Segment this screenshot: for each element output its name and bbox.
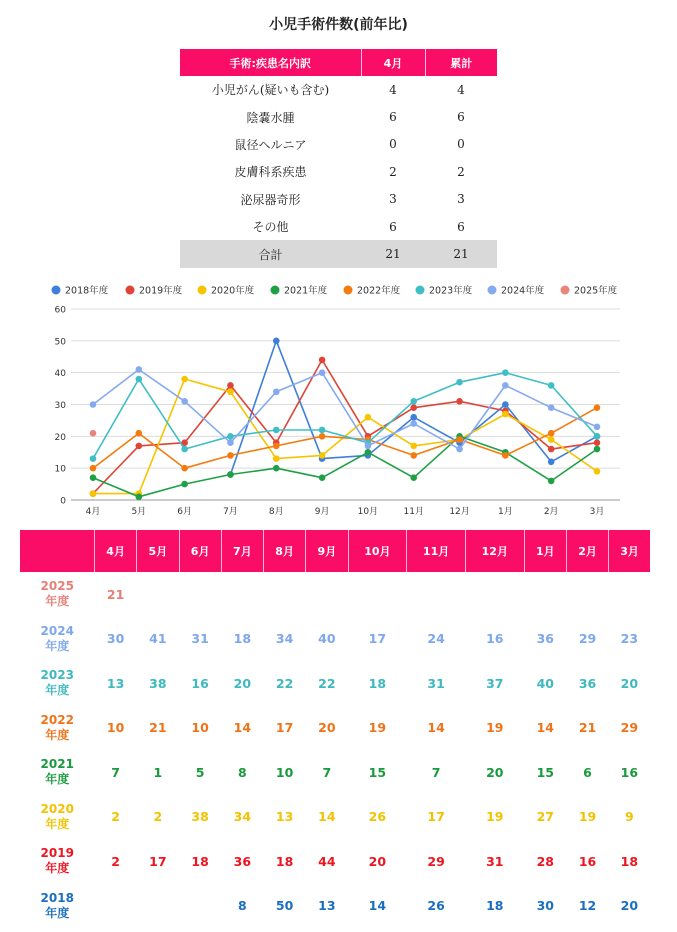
legend-marker [344, 286, 353, 295]
total-april: 21 [361, 240, 425, 267]
data-point [502, 401, 509, 408]
table-row [180, 213, 497, 240]
data-point [410, 414, 417, 421]
count-cell: 21 [578, 720, 597, 736]
april-count: 4 [389, 82, 397, 97]
count-cell: 10 [106, 720, 125, 736]
count-cell: 40 [536, 675, 554, 691]
data-point [548, 382, 555, 389]
disease-name: 鼠径ヘルニア [234, 137, 307, 152]
count-cell: 29 [578, 631, 597, 647]
data-point [181, 481, 188, 488]
month-header: 11月 [407, 530, 466, 572]
data-point [410, 452, 417, 459]
series-line [93, 408, 597, 469]
x-tick-label: 7月 [223, 507, 238, 517]
year-label [20, 839, 95, 884]
data-point [502, 382, 509, 389]
count-cell: 10 [275, 764, 294, 780]
data-point [90, 474, 97, 481]
count-cell: 17 [368, 631, 387, 647]
data-point [273, 427, 280, 434]
header-disease: 手術:疾患名内訳 [180, 49, 361, 76]
data-point [227, 433, 234, 440]
month-header: 9月 [306, 530, 348, 572]
y-tick-label: 60 [54, 305, 66, 316]
count-cell: 31 [191, 631, 209, 647]
count-cell: 34 [275, 631, 294, 647]
data-point [227, 388, 234, 395]
year-number: 2020 [40, 801, 74, 816]
disease-name: 小児がん(疑いも含む) [211, 83, 330, 98]
count-cell: 50 [275, 898, 294, 914]
year-suffix: 年度 [45, 594, 70, 609]
count-cell: 44 [318, 853, 336, 869]
corner-cell [20, 530, 95, 572]
y-tick-label: 10 [54, 464, 66, 475]
count-cell [524, 572, 566, 617]
legend-marker [52, 286, 61, 295]
data-point [319, 452, 326, 459]
count-cell: 7 [431, 764, 441, 780]
data-point [181, 465, 188, 472]
data-point [548, 459, 555, 466]
data-point [456, 436, 463, 443]
count-cell: 20 [318, 720, 336, 736]
series-line [93, 436, 597, 497]
table-row [180, 158, 497, 185]
count-cell: 29 [427, 853, 445, 869]
month-header: 5月 [137, 530, 179, 572]
disease-name: 泌尿器奇形 [240, 192, 301, 207]
year-row [20, 661, 650, 706]
count-cell: 20 [233, 675, 252, 691]
y-tick-label: 0 [60, 496, 66, 507]
disease-name: 皮膚科系疾患 [234, 165, 307, 180]
count-cell [465, 572, 524, 617]
count-cell: 6 [583, 764, 592, 780]
header-april: 4月 [361, 49, 425, 76]
year-suffix: 年度 [45, 683, 70, 698]
y-tick-label: 20 [54, 432, 66, 443]
monthly-surgery-line-chart [0, 278, 677, 523]
month-header: 7月 [221, 530, 263, 572]
count-cell: 26 [427, 898, 445, 914]
year-suffix: 年度 [45, 772, 70, 787]
data-point [594, 433, 601, 440]
count-cell: 34 [233, 809, 252, 825]
count-cell: 18 [191, 853, 209, 869]
april-count: 6 [389, 110, 397, 125]
y-tick-label: 50 [54, 337, 66, 348]
yearly-monthly-table [20, 530, 650, 928]
table-header-row [180, 49, 497, 76]
table-row [180, 186, 497, 213]
legend-label: 2018年度 [65, 285, 109, 297]
data-point [90, 490, 97, 497]
count-cell [609, 572, 650, 617]
data-point [456, 446, 463, 453]
count-cell [95, 884, 137, 929]
year-number: 2018 [40, 890, 74, 905]
april-count: 2 [389, 164, 397, 179]
data-point [273, 465, 280, 472]
april-count: 0 [389, 137, 397, 152]
cumulative-count: 0 [457, 137, 465, 152]
count-cell: 38 [149, 675, 167, 691]
year-row [20, 706, 650, 751]
count-cell: 2 [111, 809, 120, 825]
count-cell [264, 572, 306, 617]
count-cell: 8 [238, 764, 247, 780]
count-cell: 12 [578, 898, 597, 914]
disease-name: 陰嚢水腫 [246, 110, 295, 125]
data-point [502, 452, 509, 459]
count-cell: 38 [191, 809, 209, 825]
header-cumulative: 累計 [425, 49, 497, 76]
count-cell: 14 [536, 720, 554, 736]
y-tick-label: 30 [54, 401, 66, 411]
count-cell: 36 [578, 675, 597, 691]
legend-label: 2024年度 [501, 285, 545, 297]
count-cell: 18 [486, 898, 504, 914]
data-point [90, 465, 97, 472]
count-cell: 14 [233, 720, 252, 736]
year-label [20, 706, 95, 751]
count-cell: 18 [275, 853, 294, 869]
legend-marker [561, 286, 570, 295]
series-line [93, 373, 597, 459]
data-point [181, 376, 188, 383]
month-header: 10月 [348, 530, 407, 572]
x-tick-label: 1月 [497, 507, 513, 517]
data-point [90, 401, 97, 408]
data-point [319, 433, 326, 440]
data-point [456, 379, 463, 386]
legend-label: 2025年度 [574, 285, 618, 297]
year-number: 2023 [40, 668, 74, 683]
count-cell: 13 [318, 898, 336, 914]
count-cell: 22 [318, 675, 336, 691]
year-suffix: 年度 [45, 638, 70, 653]
legend-label: 2021年度 [284, 285, 328, 297]
series-line [93, 360, 597, 494]
count-cell: 2 [111, 853, 120, 869]
count-cell: 18 [620, 853, 639, 869]
month-header: 3月 [609, 530, 650, 572]
data-point [594, 423, 601, 430]
x-tick-label: 8月 [268, 507, 284, 517]
year-row [20, 884, 650, 929]
month-header: 12月 [465, 530, 524, 572]
data-point [227, 439, 234, 446]
table-row [180, 103, 497, 130]
x-tick-label: 12月 [449, 507, 470, 517]
month-header: 6月 [179, 530, 221, 572]
disease-name: その他 [252, 220, 289, 235]
page-title: 小児手術件数(前年比) [269, 17, 408, 33]
count-cell: 41 [149, 631, 167, 647]
data-point [136, 366, 143, 373]
data-point [410, 404, 417, 411]
x-tick-label: 5月 [131, 507, 147, 517]
data-point [319, 357, 326, 364]
count-cell: 14 [368, 898, 387, 914]
year-row [20, 572, 650, 617]
count-cell [137, 572, 179, 617]
data-point [136, 376, 143, 383]
total-row [180, 240, 497, 267]
count-cell: 36 [536, 631, 554, 647]
year-number: 2022 [40, 712, 74, 727]
count-cell [179, 572, 221, 617]
data-point [594, 446, 601, 453]
count-cell: 20 [620, 675, 639, 691]
count-cell: 20 [368, 853, 387, 869]
data-point [365, 414, 372, 421]
y-tick-label: 40 [54, 369, 66, 380]
count-cell: 16 [486, 631, 504, 647]
month-header: 1月 [524, 530, 566, 572]
data-point [136, 494, 143, 501]
count-cell: 8 [238, 898, 247, 914]
count-cell: 13 [275, 809, 294, 825]
year-row [20, 839, 650, 884]
legend-label: 2020年度 [211, 285, 255, 297]
legend-marker [198, 286, 207, 295]
count-cell: 31 [427, 675, 445, 691]
data-point [273, 443, 280, 450]
year-suffix: 年度 [45, 905, 70, 920]
count-cell: 2 [153, 809, 163, 825]
count-cell: 19 [486, 720, 504, 736]
count-cell [306, 572, 348, 617]
data-point [136, 430, 143, 437]
count-cell: 26 [368, 809, 387, 825]
month-header: 2月 [566, 530, 608, 572]
count-cell: 14 [318, 809, 336, 825]
x-tick-label: 9月 [314, 507, 330, 517]
april-count: 3 [389, 192, 397, 207]
data-point [456, 398, 463, 405]
count-cell: 22 [275, 675, 294, 691]
year-suffix: 年度 [45, 727, 70, 742]
data-point [594, 439, 601, 446]
count-cell: 15 [368, 764, 387, 780]
count-cell: 24 [427, 631, 445, 647]
data-point [273, 455, 280, 462]
count-cell: 7 [322, 764, 332, 780]
count-cell: 27 [536, 809, 554, 825]
year-number: 2021 [40, 757, 74, 772]
year-number: 2025 [40, 579, 74, 594]
count-cell: 21 [149, 720, 167, 736]
count-cell: 17 [427, 809, 445, 825]
cumulative-count: 2 [457, 164, 465, 179]
count-cell: 28 [536, 853, 554, 869]
data-point [410, 474, 417, 481]
data-point [273, 338, 280, 345]
count-cell: 7 [111, 764, 120, 780]
data-point [410, 398, 417, 405]
count-cell: 19 [578, 809, 597, 825]
data-point [594, 404, 601, 411]
x-tick-label: 10月 [357, 507, 379, 517]
data-point [227, 382, 234, 389]
data-point [365, 449, 372, 456]
cumulative-count: 3 [457, 192, 465, 207]
count-cell [221, 572, 263, 617]
count-cell: 19 [368, 720, 387, 736]
legend-marker [126, 286, 135, 295]
count-cell: 16 [191, 675, 209, 691]
count-cell: 18 [233, 631, 252, 647]
count-cell: 29 [620, 720, 639, 736]
month-header: 8月 [264, 530, 306, 572]
data-point [273, 388, 280, 395]
count-cell: 9 [624, 809, 634, 825]
count-cell [179, 884, 221, 929]
data-point [410, 420, 417, 427]
data-point [502, 411, 509, 418]
year-row [20, 750, 650, 795]
data-point [319, 427, 326, 434]
count-cell: 10 [191, 720, 209, 736]
cumulative-count: 4 [457, 82, 465, 97]
data-point [319, 369, 326, 376]
count-cell: 23 [620, 631, 639, 647]
data-point [227, 452, 234, 459]
legend-marker [271, 286, 280, 295]
year-label [20, 661, 95, 706]
surgery-breakdown-table [180, 49, 497, 268]
count-cell: 40 [318, 631, 336, 647]
count-cell: 16 [620, 764, 639, 780]
year-label [20, 795, 95, 840]
count-cell [137, 884, 179, 929]
count-cell: 37 [486, 675, 504, 691]
legend-marker [416, 286, 425, 295]
cumulative-count: 6 [457, 219, 465, 234]
count-cell: 16 [578, 853, 597, 869]
year-label [20, 884, 95, 929]
data-point [319, 474, 326, 481]
data-point [227, 471, 234, 478]
count-cell: 20 [486, 764, 504, 780]
data-point [594, 468, 601, 475]
data-point [181, 398, 188, 405]
data-point [136, 443, 143, 450]
year-suffix: 年度 [45, 861, 70, 876]
data-point [90, 455, 97, 462]
x-tick-label: 11月 [403, 507, 424, 517]
legend-marker [488, 286, 497, 295]
count-cell: 19 [486, 809, 504, 825]
count-cell [407, 572, 466, 617]
data-point [502, 369, 509, 376]
year-label [20, 750, 95, 795]
legend-label: 2023年度 [429, 285, 473, 297]
data-point [90, 430, 97, 437]
count-cell: 21 [106, 586, 125, 602]
count-cell: 17 [275, 720, 294, 736]
count-cell: 31 [486, 853, 504, 869]
data-point [410, 443, 417, 450]
count-cell [348, 572, 407, 617]
data-point [181, 446, 188, 453]
data-point [548, 436, 555, 443]
count-cell: 1 [153, 764, 163, 780]
total-label: 合計 [180, 240, 361, 267]
legend-label: 2022年度 [357, 285, 401, 297]
table-row [180, 76, 497, 103]
x-tick-label: 3月 [589, 507, 605, 517]
count-cell: 30 [536, 898, 554, 914]
month-header-row [20, 530, 650, 572]
april-count: 6 [389, 219, 397, 234]
data-point [365, 443, 372, 450]
count-cell: 13 [106, 675, 125, 691]
year-suffix: 年度 [45, 816, 70, 831]
year-number: 2019 [40, 846, 74, 861]
year-label [20, 572, 95, 617]
x-tick-label: 2月 [543, 507, 559, 517]
count-cell: 36 [233, 853, 252, 869]
year-row [20, 795, 650, 840]
data-point [548, 478, 555, 485]
count-cell: 5 [195, 764, 205, 780]
year-row [20, 617, 650, 662]
count-cell: 30 [106, 631, 125, 647]
count-cell: 20 [620, 898, 639, 914]
total-cumulative: 21 [425, 240, 497, 267]
data-point [548, 430, 555, 437]
count-cell: 18 [368, 675, 387, 691]
month-header: 4月 [95, 530, 137, 572]
legend-label: 2019年度 [139, 285, 183, 297]
data-point [548, 446, 555, 453]
count-cell [566, 572, 608, 617]
table-row [180, 131, 497, 158]
cumulative-count: 6 [457, 110, 465, 125]
data-point [548, 404, 555, 411]
count-cell: 14 [427, 720, 445, 736]
year-label [20, 617, 95, 662]
x-tick-label: 6月 [177, 507, 193, 517]
x-tick-label: 4月 [85, 507, 101, 517]
year-number: 2024 [40, 623, 74, 638]
count-cell: 17 [149, 853, 167, 869]
count-cell: 15 [536, 764, 554, 780]
